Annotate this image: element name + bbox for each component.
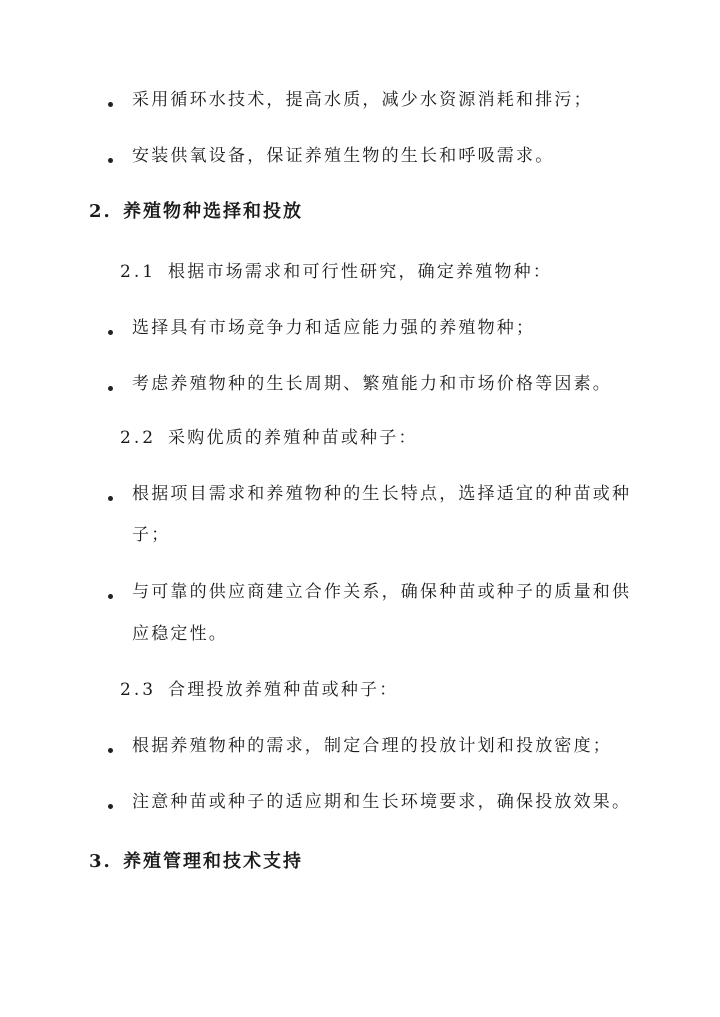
bullet-text: 采用循环水技术，提高水质，减少水资源消耗和排污； (132, 90, 593, 110)
subsection-line (120, 428, 418, 448)
bullet-text-continuation: 子； (132, 525, 171, 545)
subsection-number: 2.2 (120, 428, 157, 448)
bullet-text: 与可靠的供应商建立合作关系，确保种苗或种子的质量和供 (132, 582, 632, 602)
bullet-text: 选择具有市场竞争力和适应能力强的养殖物种； (132, 318, 536, 338)
bullet-text: 安装供氧设备，保证养殖生物的生长和呼吸需求。 (132, 146, 555, 166)
bullet-marker (108, 496, 113, 501)
bullet-marker (108, 102, 113, 107)
bullet-text: 根据养殖物种的需求，制定合理的投放计划和投放密度； (132, 736, 612, 756)
subsection-text: 合理投放养殖种苗或种子： (168, 680, 399, 700)
bullet-marker (108, 158, 113, 163)
bullet-marker (108, 748, 113, 753)
section-number: 2. (89, 201, 112, 222)
subsection-text: 采购优质的养殖种苗或种子： (168, 428, 418, 448)
section-title: 养殖物种选择和投放 (123, 201, 303, 222)
subsection-number: 2.1 (120, 262, 157, 282)
subsection-number: 2.3 (120, 680, 157, 700)
subsection-line (120, 680, 398, 700)
bullet-text-continuation: 应稳定性。 (132, 624, 228, 644)
bullet-text: 考虑养殖物种的生长周期、繁殖能力和市场价格等因素。 (132, 374, 612, 394)
bullet-marker (108, 330, 113, 335)
bullet-text: 注意种苗或种子的适应期和生长环境要求，确保投放效果。 (132, 792, 632, 812)
section-heading (89, 201, 303, 223)
section-heading (89, 851, 303, 873)
bullet-marker (108, 594, 113, 599)
subsection-line (120, 262, 552, 282)
bullet-text: 根据项目需求和养殖物种的生长特点，选择适宜的种苗或种 (132, 484, 632, 504)
subsection-text: 根据市场需求和可行性研究，确定养殖物种： (168, 262, 553, 282)
section-title: 养殖管理和技术支持 (123, 851, 303, 872)
section-number: 3. (89, 851, 112, 872)
bullet-marker (108, 386, 113, 391)
bullet-marker (108, 804, 113, 809)
